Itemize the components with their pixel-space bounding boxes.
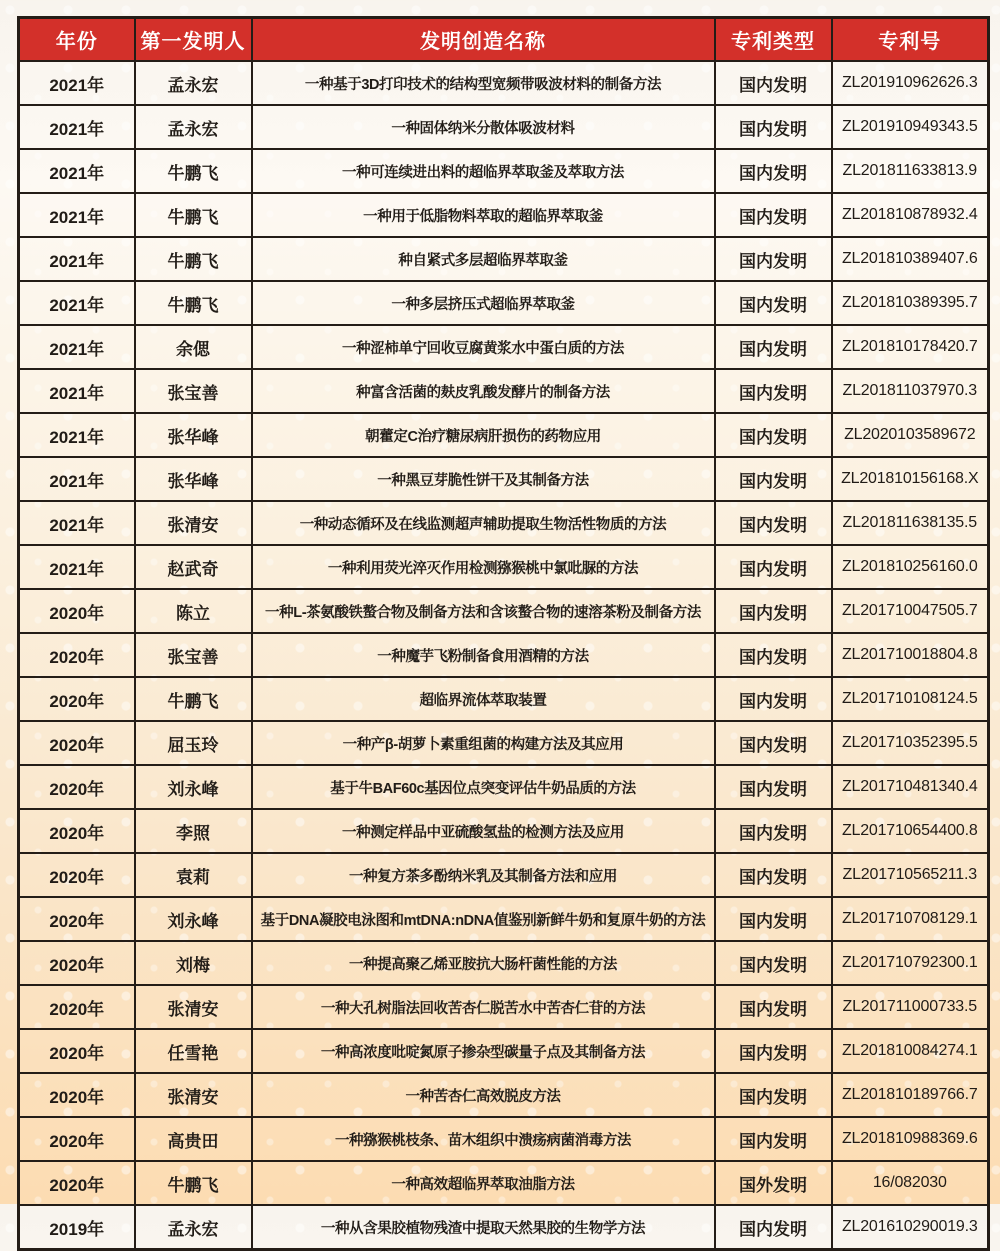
year-cell: 2020年 [19,1029,135,1073]
inventor-cell: 孟永宏 [135,105,252,149]
patent-number-cell: ZL201810389395.7 [832,281,989,325]
year-cell: 2021年 [19,545,135,589]
type-cell: 国内发明 [715,545,832,589]
patent-number-cell: ZL201710352395.5 [832,721,989,765]
type-cell: 国内发明 [715,985,832,1029]
year-cell: 2021年 [19,413,135,457]
type-cell: 国内发明 [715,1073,832,1117]
table-row [19,325,989,369]
year-cell: 2021年 [19,501,135,545]
inventor-cell: 张清安 [135,501,252,545]
inventor-cell: 牛鹏飞 [135,1161,252,1205]
title-cell: 一种提高聚乙烯亚胺抗大肠杆菌性能的方法 [252,941,715,985]
table-row [19,1205,989,1250]
title-cell: 一种利用荧光淬灭作用检测猕猴桃中氯吡脲的方法 [252,545,715,589]
table-row [19,545,989,589]
patent-number-cell: ZL201710565211.3 [832,853,989,897]
year-cell: 2020年 [19,853,135,897]
patent-number-cell: ZL201810189766.7 [832,1073,989,1117]
column-header-type: 专利类型 [715,18,832,62]
table-row [19,721,989,765]
column-header-year: 年份 [19,18,135,62]
title-cell: 一种用于低脂物料萃取的超临界萃取釜 [252,193,715,237]
title-cell: 朝藿定C治疗糖尿病肝损伤的药物应用 [252,413,715,457]
patent-number-cell: ZL201710481340.4 [832,765,989,809]
patent-number-cell: ZL201811037970.3 [832,369,989,413]
patent-number-cell: ZL201810084274.1 [832,1029,989,1073]
inventor-cell: 牛鹏飞 [135,281,252,325]
title-cell: 一种大孔树脂法回收苦杏仁脱苦水中苦杏仁苷的方法 [252,985,715,1029]
patent-number-cell: ZL201910949343.5 [832,105,989,149]
inventor-cell: 赵武奇 [135,545,252,589]
year-cell: 2020年 [19,941,135,985]
table-row [19,941,989,985]
year-cell: 2020年 [19,809,135,853]
patent-table-header [19,18,989,62]
table-row [19,369,989,413]
patent-number-cell: ZL201811638135.5 [832,501,989,545]
title-cell: 一种涩柿单宁回收豆腐黄浆水中蛋白质的方法 [252,325,715,369]
table-row [19,61,989,105]
type-cell: 国内发明 [715,589,832,633]
year-cell: 2019年 [19,1205,135,1250]
title-cell: 种富含活菌的麸皮乳酸发酵片的制备方法 [252,369,715,413]
inventor-cell: 刘永峰 [135,765,252,809]
type-cell: 国外发明 [715,1161,832,1205]
year-cell: 2021年 [19,237,135,281]
year-cell: 2020年 [19,589,135,633]
table-row [19,149,989,193]
inventor-cell: 牛鹏飞 [135,677,252,721]
patent-number-cell: ZL201710654400.8 [832,809,989,853]
title-cell: 一种高效超临界萃取油脂方法 [252,1161,715,1205]
year-cell: 2021年 [19,457,135,501]
table-row [19,633,989,677]
inventor-cell: 牛鹏飞 [135,149,252,193]
title-cell: 基于牛BAF60c基因位点突变评估牛奶品质的方法 [252,765,715,809]
inventor-cell: 屈玉玲 [135,721,252,765]
patent-number-cell: ZL201710108124.5 [832,677,989,721]
inventor-cell: 孟永宏 [135,61,252,105]
type-cell: 国内发明 [715,281,832,325]
table-row [19,809,989,853]
type-cell: 国内发明 [715,809,832,853]
title-cell: 一种测定样品中亚硫酸氢盐的检测方法及应用 [252,809,715,853]
table-row [19,985,989,1029]
inventor-cell: 李照 [135,809,252,853]
year-cell: 2021年 [19,369,135,413]
inventor-cell: 牛鹏飞 [135,237,252,281]
type-cell: 国内发明 [715,1205,832,1250]
patent-number-cell: ZL201810178420.7 [832,325,989,369]
patent-number-cell: ZL201710708129.1 [832,897,989,941]
patent-number-cell: 16/082030 [832,1161,989,1205]
table-row [19,457,989,501]
title-cell: 一种黑豆芽脆性饼干及其制备方法 [252,457,715,501]
year-cell: 2021年 [19,105,135,149]
title-cell: 一种基于3D打印技术的结构型宽频带吸波材料的制备方法 [252,61,715,105]
patent-table [17,16,990,1251]
patent-number-cell: ZL201810389407.6 [832,237,989,281]
year-cell: 2020年 [19,1073,135,1117]
patent-number-cell: ZL201810256160.0 [832,545,989,589]
patent-number-cell: ZL201710047505.7 [832,589,989,633]
year-cell: 2021年 [19,281,135,325]
inventor-cell: 袁莉 [135,853,252,897]
inventor-cell: 余偲 [135,325,252,369]
patent-number-cell: ZL201710792300.1 [832,941,989,985]
year-cell: 2020年 [19,897,135,941]
inventor-cell: 陈立 [135,589,252,633]
title-cell: 种自紧式多层超临界萃取釜 [252,237,715,281]
type-cell: 国内发明 [715,193,832,237]
type-cell: 国内发明 [715,677,832,721]
type-cell: 国内发明 [715,501,832,545]
inventor-cell: 刘永峰 [135,897,252,941]
inventor-cell: 刘梅 [135,941,252,985]
inventor-cell: 牛鹏飞 [135,193,252,237]
year-cell: 2020年 [19,633,135,677]
year-cell: 2020年 [19,721,135,765]
title-cell: 一种从含果胶植物残渣中提取天然果胶的生物学方法 [252,1205,715,1250]
title-cell: 一种魔芋飞粉制备食用酒精的方法 [252,633,715,677]
table-row [19,105,989,149]
type-cell: 国内发明 [715,413,832,457]
column-header-title: 发明创造名称 [252,18,715,62]
type-cell: 国内发明 [715,149,832,193]
title-cell: 一种高浓度吡啶氮原子掺杂型碳量子点及其制备方法 [252,1029,715,1073]
patent-number-cell: ZL201711000733.5 [832,985,989,1029]
table-row [19,1029,989,1073]
title-cell: 基于DNA凝胶电泳图和mtDNA:nDNA值鉴别新鲜牛奶和复原牛奶的方法 [252,897,715,941]
year-cell: 2020年 [19,1117,135,1161]
type-cell: 国内发明 [715,105,832,149]
year-cell: 2021年 [19,193,135,237]
table-row [19,897,989,941]
year-cell: 2021年 [19,149,135,193]
table-row [19,589,989,633]
table-row [19,281,989,325]
inventor-cell: 张宝善 [135,633,252,677]
patent-number-cell: ZL201910962626.3 [832,61,989,105]
title-cell: 一种L-茶氨酸铁螯合物及制备方法和含该螯合物的速溶茶粉及制备方法 [252,589,715,633]
inventor-cell: 张清安 [135,985,252,1029]
type-cell: 国内发明 [715,633,832,677]
type-cell: 国内发明 [715,1117,832,1161]
inventor-cell: 张清安 [135,1073,252,1117]
table-row [19,765,989,809]
type-cell: 国内发明 [715,61,832,105]
year-cell: 2020年 [19,985,135,1029]
column-header-inventor: 第一发明人 [135,18,252,62]
title-cell: 一种苦杏仁高效脱皮方法 [252,1073,715,1117]
title-cell: 一种产β-胡萝卜素重组菌的构建方法及其应用 [252,721,715,765]
type-cell: 国内发明 [715,765,832,809]
year-cell: 2021年 [19,61,135,105]
type-cell: 国内发明 [715,1029,832,1073]
patent-number-cell: ZL201811633813.9 [832,149,989,193]
year-cell: 2020年 [19,677,135,721]
table-row [19,853,989,897]
patent-number-cell: ZL201810156168.X [832,457,989,501]
title-cell: 一种复方茶多酚纳米乳及其制备方法和应用 [252,853,715,897]
type-cell: 国内发明 [715,457,832,501]
column-header-patent-number: 专利号 [832,18,989,62]
patent-table-body [19,61,989,1250]
header-row [19,18,989,62]
patent-number-cell: ZL201810988369.6 [832,1117,989,1161]
inventor-cell: 张宝善 [135,369,252,413]
year-cell: 2020年 [19,1161,135,1205]
table-row [19,677,989,721]
patent-number-cell: ZL2020103589672 [832,413,989,457]
title-cell: 一种固体纳米分散体吸波材料 [252,105,715,149]
patent-table-container [17,16,987,1251]
type-cell: 国内发明 [715,237,832,281]
type-cell: 国内发明 [715,325,832,369]
table-row [19,237,989,281]
patent-number-cell: ZL201810878932.4 [832,193,989,237]
title-cell: 一种可连续进出料的超临界萃取釜及萃取方法 [252,149,715,193]
table-row [19,1161,989,1205]
inventor-cell: 高贵田 [135,1117,252,1161]
year-cell: 2021年 [19,325,135,369]
table-row [19,501,989,545]
patent-number-cell: ZL201610290019.3 [832,1205,989,1250]
type-cell: 国内发明 [715,897,832,941]
title-cell: 一种多层挤压式超临界萃取釜 [252,281,715,325]
year-cell: 2020年 [19,765,135,809]
inventor-cell: 孟永宏 [135,1205,252,1250]
table-row [19,1117,989,1161]
table-row [19,1073,989,1117]
inventor-cell: 张华峰 [135,457,252,501]
type-cell: 国内发明 [715,721,832,765]
inventor-cell: 张华峰 [135,413,252,457]
title-cell: 一种动态循环及在线监测超声辅助提取生物活性物质的方法 [252,501,715,545]
title-cell: 一种猕猴桃枝条、苗木组织中溃疡病菌消毒方法 [252,1117,715,1161]
type-cell: 国内发明 [715,853,832,897]
table-row [19,193,989,237]
patent-number-cell: ZL201710018804.8 [832,633,989,677]
title-cell: 超临界流体萃取装置 [252,677,715,721]
type-cell: 国内发明 [715,941,832,985]
inventor-cell: 任雪艳 [135,1029,252,1073]
type-cell: 国内发明 [715,369,832,413]
table-row [19,413,989,457]
